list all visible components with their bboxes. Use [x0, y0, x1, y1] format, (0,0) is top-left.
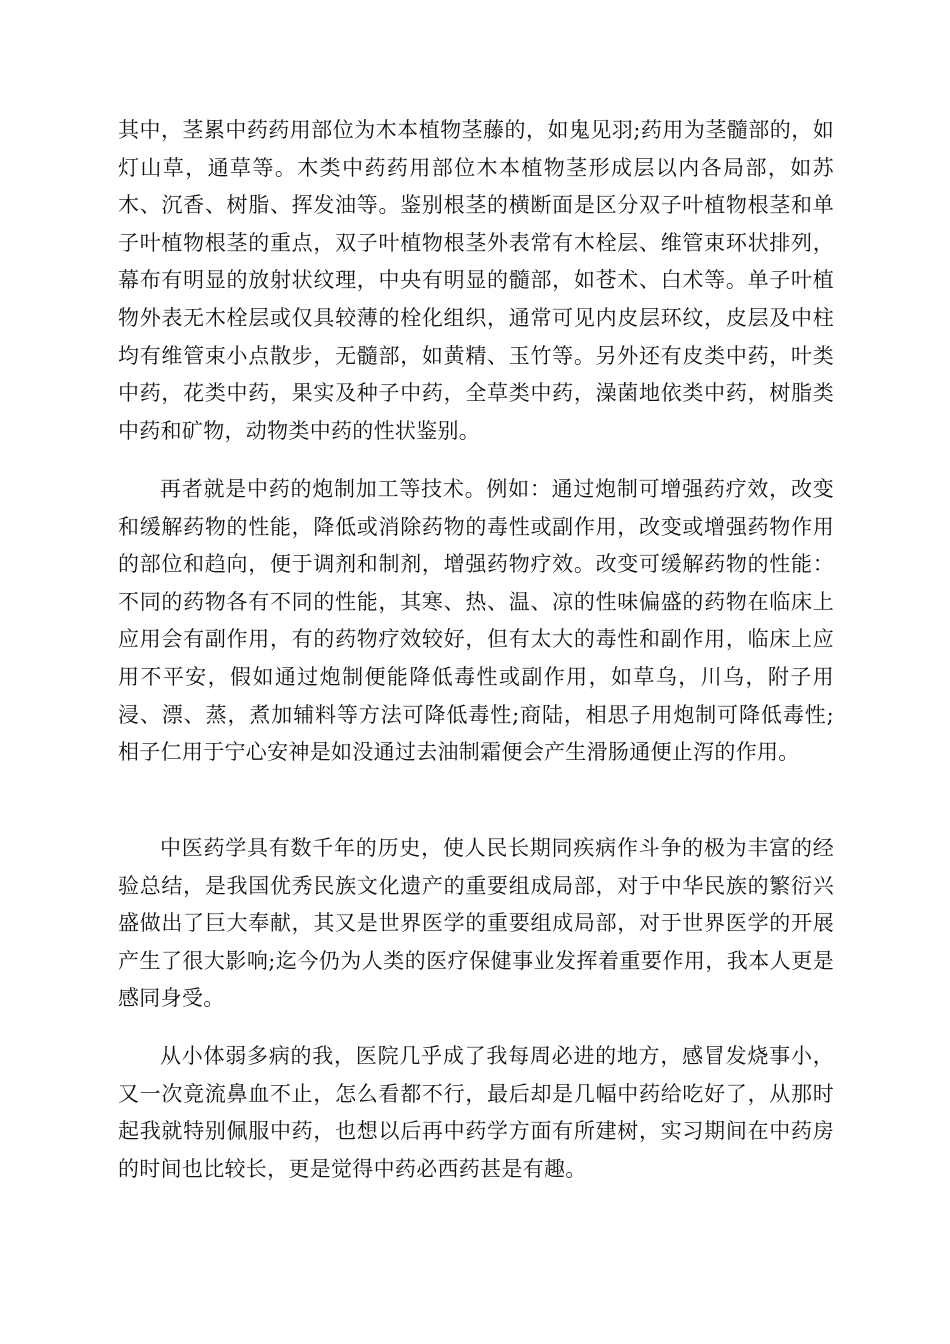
paragraph-1: 其中，茎累中药药用部位为木本植物茎藤的，如鬼见羽;药用为茎髓部的，如灯山草，通草等。木类中药药用部位木本植物茎形成层以内各局部，如苏木、沉香、树脂、挥发油等。鉴别根茎的横断面是区分双子叶植物根茎和单子叶植物根茎的重点，双子叶植物根茎外表常有木栓层、维管束环状排列，幕布有明显的放射状纹理，中央有明显的髓部，如苍术、白术等。单子叶植物外表无木栓层或仅具较薄的栓化组织，通常可见内皮层环纹，皮层及中柱均有维管束小点散步，无髓部，如黄精、玉竹等。另外还有皮类中药，叶类中药，花类中药，果实及种子中药，全草类中药，澡菌地依类中药，树脂类中药和矿物，动物类中药的性状鉴别。 — [118, 118, 834, 443]
paragraph-3: 中医药学具有数千年的历史，使人民长期同疾病作斗争的极为丰富的经验总结，是我国优秀民族文化遗产的重要组成局部，对于中华民族的繁衍兴盛做出了巨大奉献，其又是世界医学的重要组成局部，对于世界医学的开展产生了很大影响;迄今仍为人类的医疗保健事业发挥着重要作用，我本人更是感同身受。 — [118, 836, 834, 1011]
paragraph-2: 再者就是中药的炮制加工等技术。例如：通过炮制可增强药疗效，改变和缓解药物的性能，降低或消除药物的毒性或副作用，改变或增强药物作用的部位和趋向，便于调剂和制剂，增强药物疗效。改变可缓解药物的性能：不同的药物各有不同的性能，其寒、热、温、凉的性味偏盛的药物在临床上应用会有副作用，有的药物疗效较好，但有太大的毒性和副作用，临床上应用不平安，假如通过炮制便能降低毒性或副作用，如草乌，川乌，附子用浸、漂、蒸，煮加辅料等方法可降低毒性;商陆，相思子用炮制可降低毒性;相子仁用于宁心安神是如没通过去油制霜便会产生滑肠通便止泻的作用。 — [118, 477, 834, 765]
paragraph-4: 从小体弱多病的我，医院几乎成了我每周必进的地方，感冒发烧事小，又一次竟流鼻血不止，怎么看都不行，最后却是几幅中药给吃好了，从那时起我就特别佩服中药，也想以后再中药学方面有所建树，实习期间在中药房的时间也比较长，更是觉得中药必西药甚是有趣。 — [118, 1044, 834, 1181]
